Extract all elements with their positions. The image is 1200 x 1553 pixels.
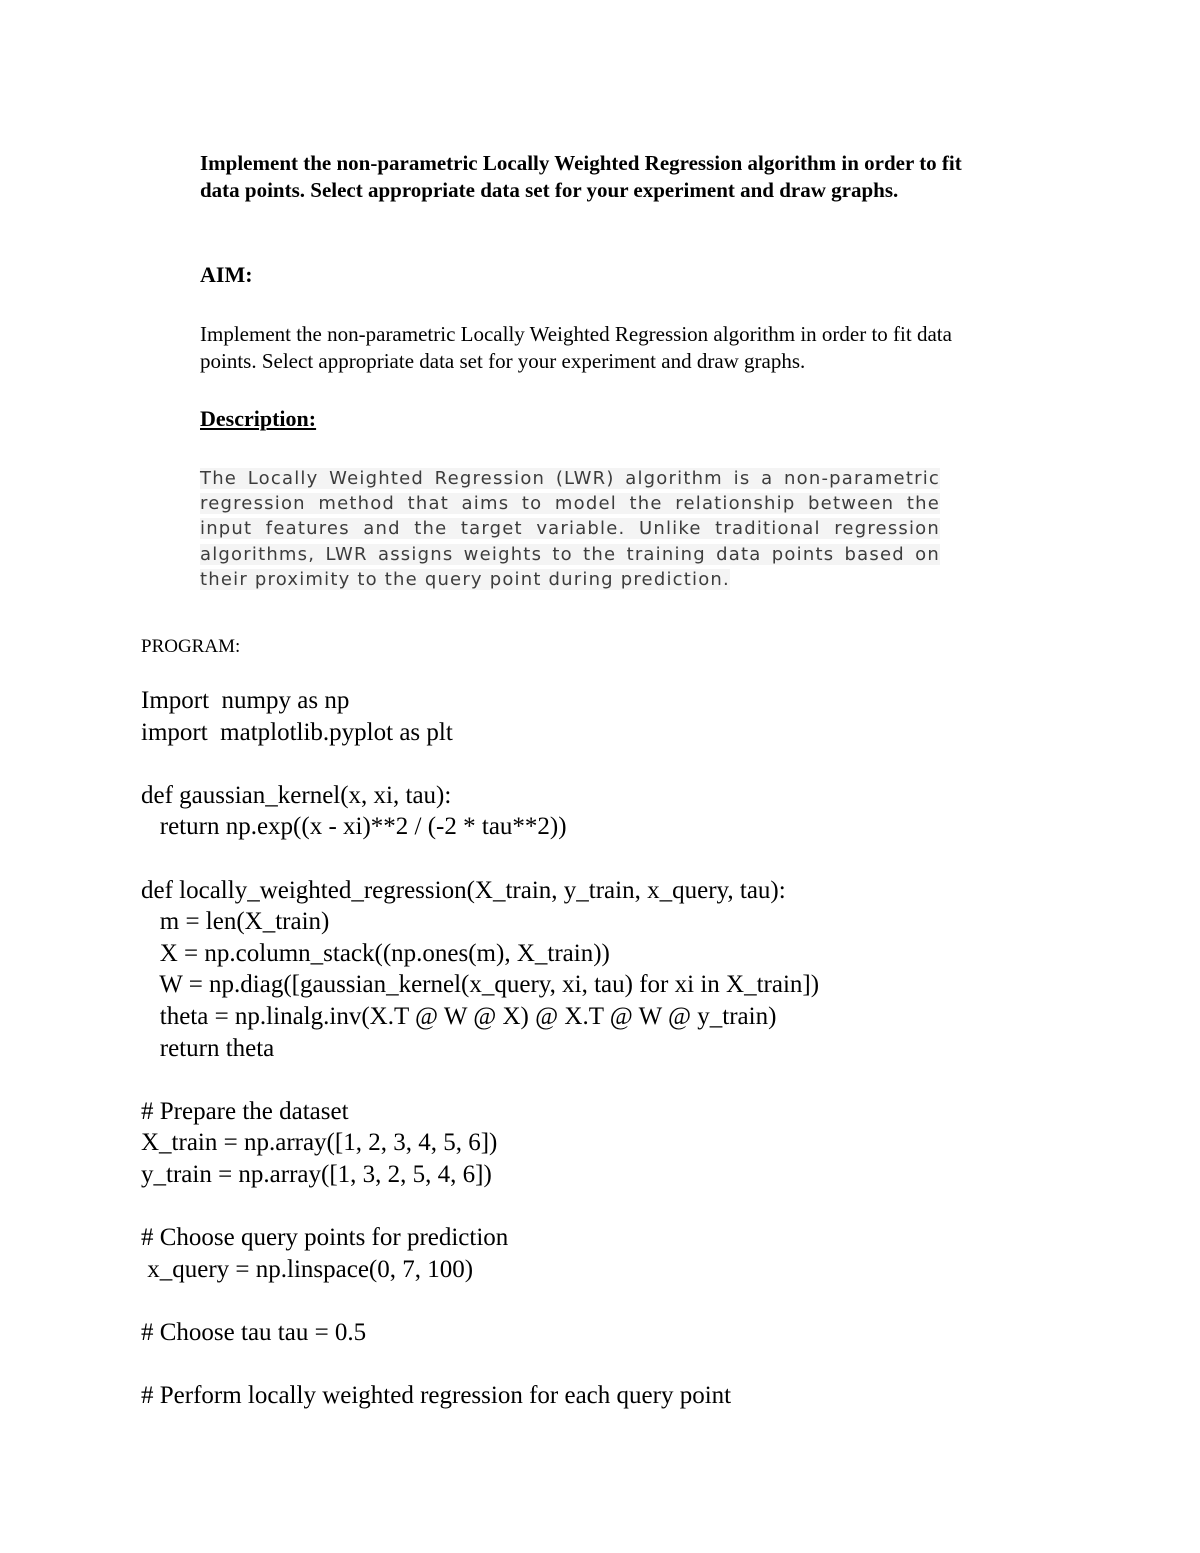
code-line — [141, 843, 1141, 875]
description-label: Description: — [200, 406, 317, 431]
code-line: import matplotlib.pyplot as plt — [141, 718, 453, 746]
code-line: Import numpy as np — [141, 687, 350, 714]
code-line: # Choose tau tau = 0.5 — [141, 1318, 367, 1346]
aim-label: AIM: — [200, 262, 253, 287]
code-line: # Prepare the dataset — [141, 1097, 349, 1125]
code-line: def locally_weighted_regression(X_train, y_train, x_query, tau): — [141, 876, 786, 904]
description-text — [200, 466, 940, 592]
code-line: X = np.column_stack((np.ones(m), X_train)) — [141, 939, 610, 967]
code-line: return np.exp((x - xi)**2 / (-2 * tau**2)) — [141, 813, 567, 841]
code-line: x_query = np.linspace(0, 7, 100) — [141, 1255, 474, 1283]
code-line: # Perform locally weighted regression for each query point — [141, 1382, 732, 1410]
aim-text: Implement the non-parametric Locally Weighted Regression algorithm in order to fit data points. Select appropriate data set for your experiment and draw graphs. — [200, 322, 952, 373]
code-line: def gaussian_kernel(x, xi, tau): — [141, 781, 452, 809]
code-line — [141, 1285, 1141, 1317]
code-line: X_train = np.array([1, 2, 3, 4, 5, 6]) — [141, 1129, 498, 1157]
code-line — [141, 1191, 1141, 1223]
code-line: W = np.diag([gaussian_kernel(x_query, xi, tau) for xi in X_train]) — [141, 971, 820, 999]
page-heading: Implement the non-parametric Locally Weighted Regression algorithm in order to fit data points. Select appropriate data set for your experiment and draw graphs. — [200, 151, 962, 202]
program-label: PROGRAM: — [141, 636, 241, 657]
code-line: m = len(X_train) — [141, 908, 330, 936]
code-line: y_train = np.array([1, 3, 2, 5, 4, 6]) — [141, 1160, 492, 1188]
program-code — [141, 685, 1141, 1412]
description-text-content: The Locally Weighted Regression (LWR) algorithm is a non-parametric regression method that aims to model the relationship between the input features and the target variable. Unlike traditional regression algorithms, LWR assigns weights to the training data points based on their proximity to the query point during prediction. — [200, 468, 940, 590]
code-line: return theta — [141, 1034, 275, 1062]
code-line — [141, 1064, 1141, 1096]
code-line — [141, 1348, 1141, 1380]
code-line — [141, 748, 1141, 780]
code-line: theta = np.linalg.inv(X.T @ W @ X) @ X.T @ W @ y_train) — [141, 1002, 777, 1030]
code-line: # Choose query points for prediction — [141, 1224, 509, 1252]
